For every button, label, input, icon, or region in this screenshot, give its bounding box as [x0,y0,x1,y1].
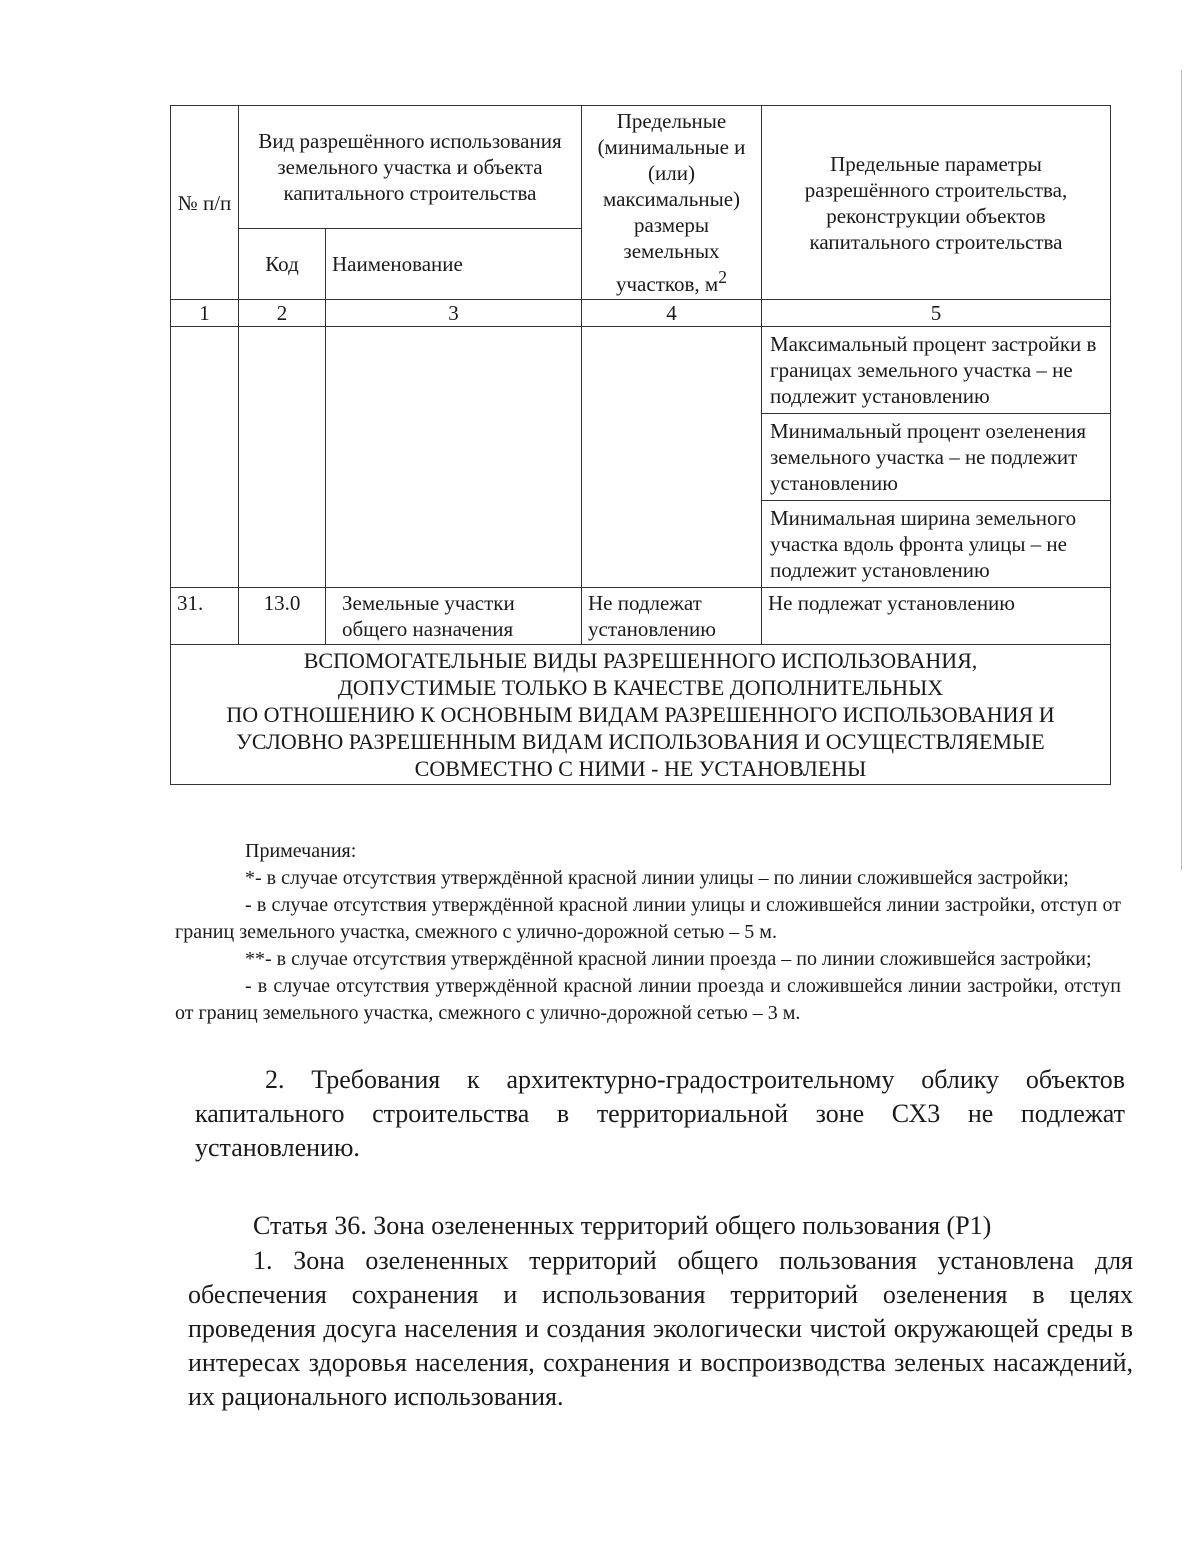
article-36 [188,1208,1133,1414]
empty-cell [171,327,239,588]
table-row [171,327,1111,414]
param-max-build-percent: Максимальный процент застройки в границах земельного участка – не подлежит установлению [762,327,1111,414]
header-size-text: Предельные (минимальные и (или) максимальные) размеры земельных участков, м [597,109,746,296]
note-item: - в случае отсутствия утверждённой красной линии улицы и сложившейся линии застройки, отступ от границ земельного участка, смежного с улично-дорожной сетью – 5 м. [175,894,1121,943]
row31-num: 31. [171,588,239,645]
empty-cell [239,327,326,588]
row31-size: Не подлежат установлению [582,588,762,645]
banner-line: ПО ОТНОШЕНИЮ К ОСНОВНЫМ ВИДАМ РАЗРЕШЕННОГО ИСПОЛЬЗОВАНИЯ И [226,702,1055,727]
auxiliary-uses-banner-row [171,645,1111,785]
column-numbers-row [171,300,1111,327]
col-number-4: 4 [582,300,762,327]
requirement-text: 2. Требования к архитектурно-градостроительному облику объектов капитального строительства в территориальной зоне СХ3 не подлежат установлению. [195,1065,1125,1162]
header-code: Код [239,228,326,299]
header-size-sup: 2 [718,267,727,287]
requirements-paragraph [195,1063,1125,1165]
col-number-5: 5 [762,300,1111,327]
row31-params: Не подлежат установлению [762,588,1111,645]
note-item: **- в случае отсутствия утверждённой красной линии проезда – по линии сложившейся застройки; [245,948,1092,970]
zoning-table [170,105,1111,785]
banner-line: УСЛОВНО РАЗРЕШЕННЫМ ВИДАМ ИСПОЛЬЗОВАНИЯ И ОСУЩЕСТВЛЯЕМЫЕ [236,729,1045,754]
empty-cell [582,327,762,588]
note-item: *- в случае отсутствия утверждённой красной линии улицы – по линии сложившейся застройки; [245,867,1069,889]
table-header-row [171,106,1111,229]
param-min-green-percent: Минимальный процент озеленения земельного участка – не подлежит установлению [762,414,1111,501]
empty-cell [326,327,582,588]
table-row-31 [171,588,1111,645]
banner-line: ДОПУСТИМЫЕ ТОЛЬКО В КАЧЕСТВЕ ДОПОЛНИТЕЛЬНЫХ [337,675,944,700]
banner-line: ВСПОМОГАТЕЛЬНЫЕ ВИДЫ РАЗРЕШЕННОГО ИСПОЛЬЗОВАНИЯ, [303,648,978,673]
banner-line: СОВМЕСТНО С НИМИ - НЕ УСТАНОВЛЕНЫ [414,756,867,781]
header-size [582,106,762,300]
auxiliary-uses-banner [171,645,1111,785]
row31-code: 13.0 [239,588,326,645]
scan-edge-line [1181,70,1182,870]
row31-name: Земельные участки общего назначения [326,588,582,645]
header-vid: Вид разрешённого использования земельного участка и объекта капитального строительства [239,106,582,229]
header-params: Предельные параметры разрешённого строительства, реконструкции объектов капитального строительства [762,106,1111,300]
col-number-1: 1 [171,300,239,327]
header-name: Наименование [326,228,582,299]
col-number-3: 3 [326,300,582,327]
notes-section [175,838,1121,1027]
header-num: № п/п [171,106,239,300]
article-title: Статья 36. Зона озелененных территорий общего пользования (Р1) [253,1211,992,1240]
article-paragraph: 1. Зона озелененных территорий общего пользования установлена для обеспечения сохранения и использования территорий озеленения в целях проведения досуга населения и создания экологически чистой окружающей среды в интересах здоровья населения, сохранения и воспроизводства зеленых насаждений, их рационального использования. [188,1246,1133,1411]
col-number-2: 2 [239,300,326,327]
param-min-width: Минимальная ширина земельного участка вдоль фронта улицы – не подлежит установлению [762,501,1111,588]
note-item: - в случае отсутствия утверждённой красной линии проезда и сложившейся линии застройки, отступ от границ земельного участка, смежного с улично-дорожной сетью – 3 м. [175,975,1121,1024]
notes-title: Примечания: [245,840,357,862]
